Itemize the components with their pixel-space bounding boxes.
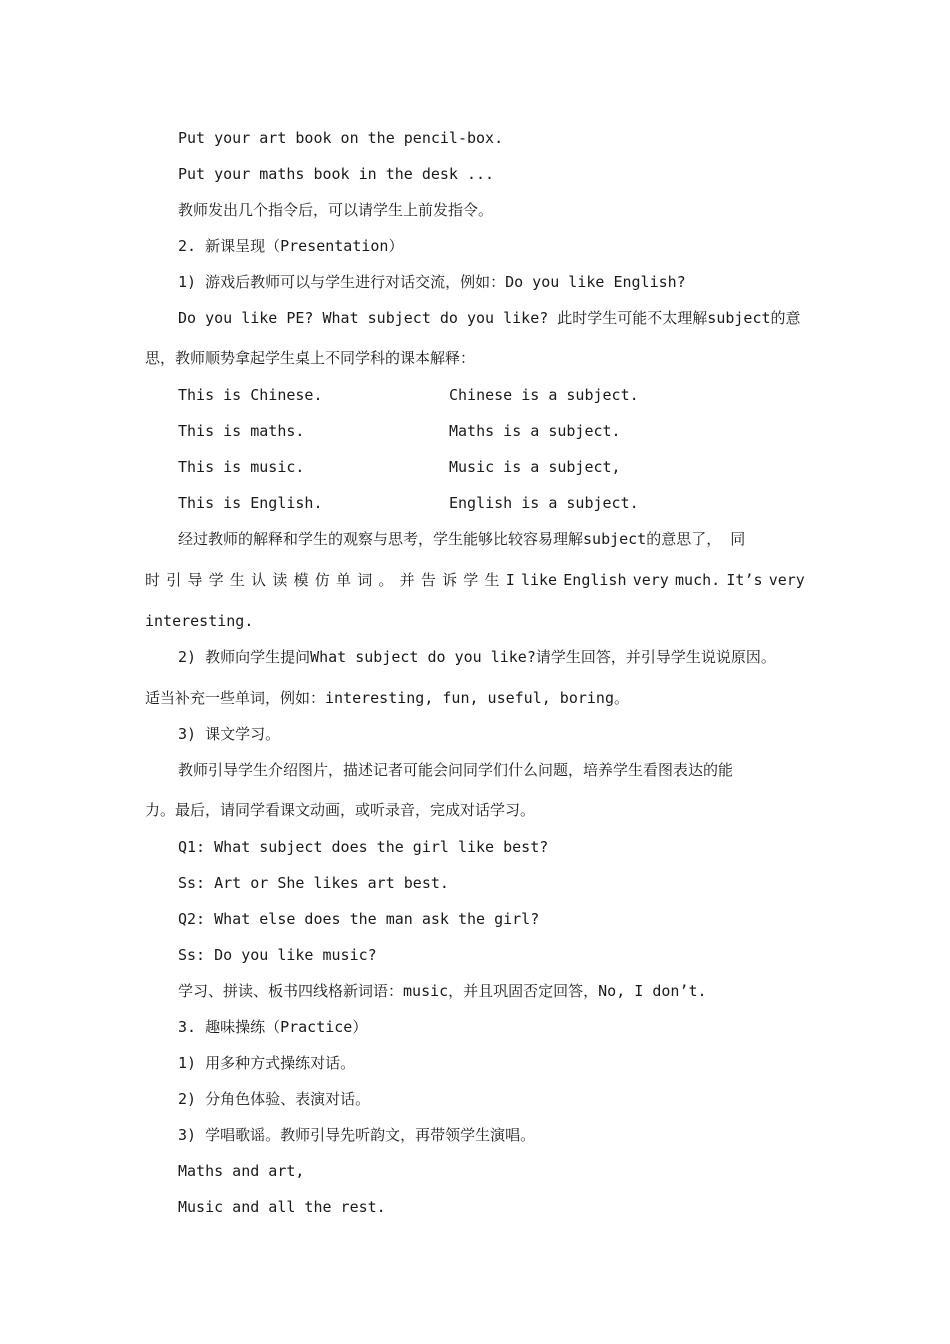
word: 。: [378, 571, 394, 589]
word: 模: [293, 571, 309, 589]
word: very: [632, 571, 669, 589]
example-sentence: This is maths.: [178, 422, 305, 440]
example-sentence: Maths is a subject.: [449, 422, 621, 440]
text-line: 适当补充一些单词，例如：interesting, fun, useful, boring。: [145, 689, 629, 707]
word: 告: [420, 571, 436, 589]
section-heading: 2. 新课呈现（Presentation）: [178, 237, 404, 255]
justified-text-line: [145, 570, 805, 590]
dialogue-line: Ss: Art or She likes art best.: [178, 874, 449, 892]
word: 单: [335, 571, 351, 589]
example-sentence: This is music.: [178, 458, 305, 476]
word: 学: [208, 571, 224, 589]
text-line: 教师发出几个指令后，可以请学生上前发指令。: [178, 201, 494, 219]
word: much.: [675, 571, 721, 589]
word: 读: [272, 571, 288, 589]
word: very: [768, 571, 805, 589]
example-sentence: English is a subject.: [449, 494, 639, 512]
example-sentence: This is English.: [178, 494, 323, 512]
text-line: Put your art book on the pencil-box.: [178, 129, 504, 147]
word: 生: [229, 571, 245, 589]
word: 诉: [442, 571, 458, 589]
text-line: 2) 教师向学生提问What subject do you like?请学生回答，并引导学生说说原因。: [178, 648, 776, 666]
text-line: 教师引导学生介绍图片，描述记者可能会问同学们什么问题，培养学生看图表达的能: [178, 761, 734, 779]
text-line: 1) 用多种方式操练对话。: [178, 1054, 356, 1072]
dialogue-line: Q2: What else does the man ask the girl?: [178, 910, 540, 928]
word: 生: [484, 571, 500, 589]
word: It’s: [726, 571, 763, 589]
word: 导: [187, 571, 203, 589]
word: 并: [399, 571, 415, 589]
word: English: [563, 571, 627, 589]
word: I: [505, 571, 515, 589]
example-sentence: This is Chinese.: [178, 386, 323, 404]
text-line: Do you like PE? What subject do you like? 此时学生可能不太理解subject的意: [178, 309, 801, 327]
example-sentence: Chinese is a subject.: [449, 386, 639, 404]
word: 认: [251, 571, 267, 589]
word: like: [520, 571, 558, 589]
text-line: 2) 分角色体验、表演对话。: [178, 1090, 371, 1108]
word: 仿: [314, 571, 330, 589]
word: 引: [166, 571, 182, 589]
section-heading: 3. 趣味操练（Practice）: [178, 1018, 368, 1036]
word: 词: [357, 571, 373, 589]
chant-line: Music and all the rest.: [178, 1198, 386, 1216]
text-line: 3) 课文学习。: [178, 725, 281, 743]
text-line: interesting.: [145, 612, 254, 630]
chant-line: Maths and art,: [178, 1162, 305, 1180]
dialogue-line: Q1: What subject does the girl like best?: [178, 838, 549, 856]
text-line: 力。最后，请同学看课文动画，或听录音，完成对话学习。: [145, 801, 536, 819]
text-line: 经过教师的解释和学生的观察与思考，学生能够比较容易理解subject的意思了， 同: [178, 530, 746, 548]
word: 学: [463, 571, 479, 589]
word: 时: [145, 571, 161, 589]
example-sentence: Music is a subject,: [449, 458, 621, 476]
text-line: 学习、拼读、板书四线格新词语：music，并且巩固否定回答，No, I don’t.: [178, 982, 707, 1000]
text-line: 思，教师顺势拿起学生桌上不同学科的课本解释：: [145, 349, 476, 367]
text-line: Put your maths book in the desk ...: [178, 165, 495, 183]
dialogue-line: Ss: Do you like music?: [178, 946, 377, 964]
text-line: 1) 游戏后教师可以与学生进行对话交流，例如：Do you like English?: [178, 273, 686, 291]
text-line: 3) 学唱歌谣。教师引导先听韵文，再带领学生演唱。: [178, 1126, 536, 1144]
